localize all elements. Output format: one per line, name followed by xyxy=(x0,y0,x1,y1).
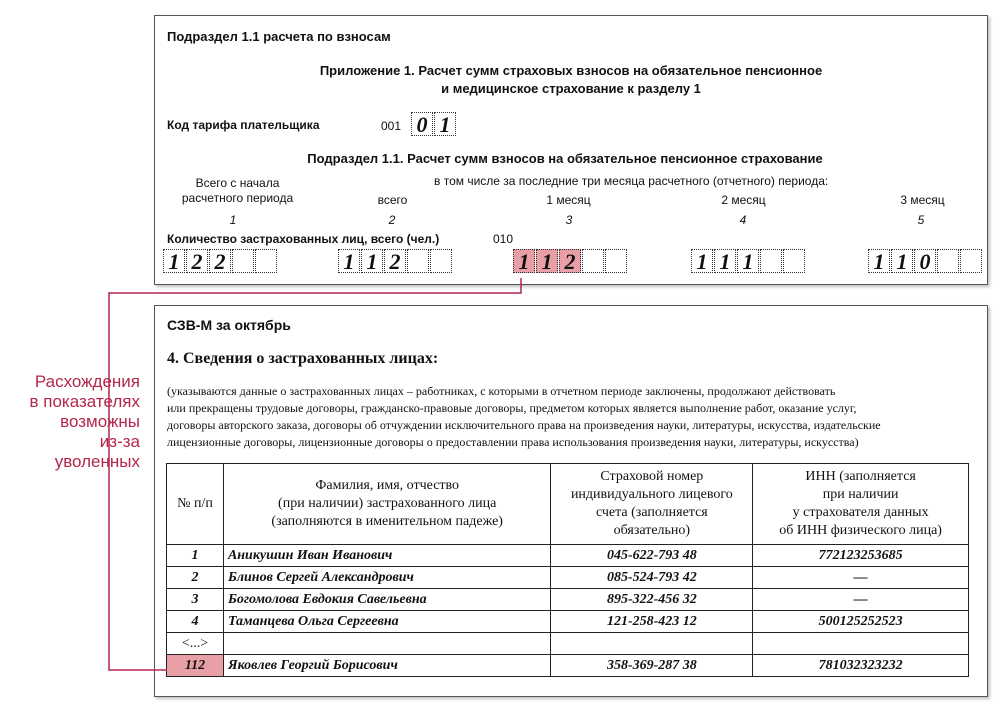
digit-cell-highlighted: 2 xyxy=(559,249,581,273)
col5-label: 3 месяц xyxy=(900,193,945,207)
digit-cell: 0 xyxy=(411,112,433,136)
connector-path xyxy=(109,278,521,670)
digit-cell: 1 xyxy=(714,249,736,273)
digit-cell: 1 xyxy=(891,249,913,273)
row-snils: 085-524-793 42 xyxy=(551,567,753,589)
col4-label: 2 месяц xyxy=(721,193,766,207)
header-line: при наличии xyxy=(822,487,899,502)
section-title: 4. Сведения о застрахованных лицах: xyxy=(167,350,439,367)
row-inn: — xyxy=(753,567,969,589)
digit-cell-highlighted: 1 xyxy=(536,249,558,273)
header-num: № п/п xyxy=(167,464,224,545)
row-num: 3 xyxy=(167,589,224,611)
subsection11-title: Подраздел 1.1. Расчет сумм взносов на обязательное пенсионное страхование xyxy=(307,151,823,166)
note-line: или прекращены трудовые договоры, гражданско-правовые договоры, предметом которых является выполнение работ, оказание услуг, xyxy=(167,401,857,415)
digit-cell: 1 xyxy=(737,249,759,273)
header-line: обязательно) xyxy=(613,523,691,538)
appendix-title-line2: и медицинское страхование к разделу 1 xyxy=(441,81,701,96)
tariff-code: 001 xyxy=(381,119,402,133)
annotation-line: возможны xyxy=(60,412,140,431)
digit-cell: 1 xyxy=(868,249,890,273)
annotation-text xyxy=(30,372,140,472)
annotation-line: в показателях xyxy=(29,392,140,411)
row-num: <...> xyxy=(167,633,224,655)
row-num: 1 xyxy=(167,545,224,567)
header-line: Страховой номер xyxy=(600,469,704,484)
row-num: 2 xyxy=(167,567,224,589)
col-num-3: 3 xyxy=(565,213,573,227)
appendix-title-line1: Приложение 1. Расчет сумм страховых взносов на обязательное пенсионное xyxy=(319,63,823,78)
insured-label: Количество застрахованных лиц, всего (чел.) xyxy=(167,232,440,246)
annotation-line: из-за xyxy=(99,432,140,451)
header-line: (заполняются в именительном падеже) xyxy=(271,514,503,529)
digit-cell: 1 xyxy=(361,249,383,273)
row-inn: — xyxy=(753,589,969,611)
note-line: лицензионные договоры, лицензионные договоры о предоставлении права использования произведения науки, литературы, искусства) xyxy=(167,435,859,449)
col-num-1: 1 xyxy=(229,213,237,227)
col1-label-line2: расчетного периода xyxy=(181,191,294,205)
header-line: счета (заполняется xyxy=(595,505,708,520)
digit-cell: 2 xyxy=(209,249,231,273)
note-line: (указываются данные о застрахованных лицах – работниках, с которыми в отчетном периоде заключены, продолжают действовать xyxy=(167,384,836,398)
col-num-5: 5 xyxy=(917,213,925,227)
col1-label-line1: Всего с начала xyxy=(195,176,280,190)
header-line: Фамилия, имя, отчество xyxy=(315,478,460,493)
header-line: ИНН (заполняется xyxy=(805,469,916,484)
col2-label: всего xyxy=(377,193,408,207)
header-line: индивидуального лицевого xyxy=(570,487,733,502)
row-inn: 500125252523 xyxy=(753,611,969,633)
header-line: (при наличии) застрахованного лица xyxy=(278,496,497,511)
subsection-title: Подраздел 1.1 расчета по взносам xyxy=(167,29,391,44)
digit-cell: 1 xyxy=(163,249,185,273)
row-inn: 772123253685 xyxy=(753,545,969,567)
row-snils: 895-322-456 32 xyxy=(551,589,753,611)
col-num-2: 2 xyxy=(388,213,396,227)
form-title: СЗВ-М за октябрь xyxy=(167,317,291,333)
annotation-line: уволенных xyxy=(54,452,140,471)
annotation-line: Расхождения xyxy=(34,372,140,391)
row-name: Яковлев Георгий Борисович xyxy=(223,655,551,677)
col3-label: 1 месяц xyxy=(546,193,591,207)
insured-code: 010 xyxy=(493,232,514,246)
digit-cell-highlighted: 1 xyxy=(513,249,535,273)
digit-cell: 2 xyxy=(384,249,406,273)
digit-cell: 1 xyxy=(434,112,456,136)
row-name: Богомолова Евдокия Савельевна xyxy=(223,589,551,611)
row-num-highlighted: 112 xyxy=(167,655,224,677)
note-line: договоры авторского заказа, договоры об отчуждении исключительного права на произведения науки, литературы, искусства, издательские xyxy=(167,418,881,432)
digit-cell: 0 xyxy=(914,249,936,273)
row-snils: 121-258-423 12 xyxy=(551,611,753,633)
header-line: у страхователя данных xyxy=(792,505,929,520)
digit-cell: 1 xyxy=(691,249,713,273)
digit-cell: 1 xyxy=(338,249,360,273)
col-num-4: 4 xyxy=(739,213,747,227)
digit-cell: 2 xyxy=(186,249,208,273)
row-name: Таманцева Ольга Сергеевна xyxy=(223,611,551,633)
header-line: об ИНН физического лица) xyxy=(779,523,942,538)
row-name: Блинов Сергей Александрович xyxy=(223,567,551,589)
row-inn: 781032323232 xyxy=(753,655,969,677)
tariff-label: Код тарифа плательщика xyxy=(167,118,320,132)
row-num: 4 xyxy=(167,611,224,633)
included-label: в том числе за последние три месяца расчетного (отчетного) периода: xyxy=(434,174,829,188)
row-name: Аникушин Иван Иванович xyxy=(223,545,551,567)
row-snils: 358-369-287 38 xyxy=(551,655,753,677)
row-snils: 045-622-793 48 xyxy=(551,545,753,567)
